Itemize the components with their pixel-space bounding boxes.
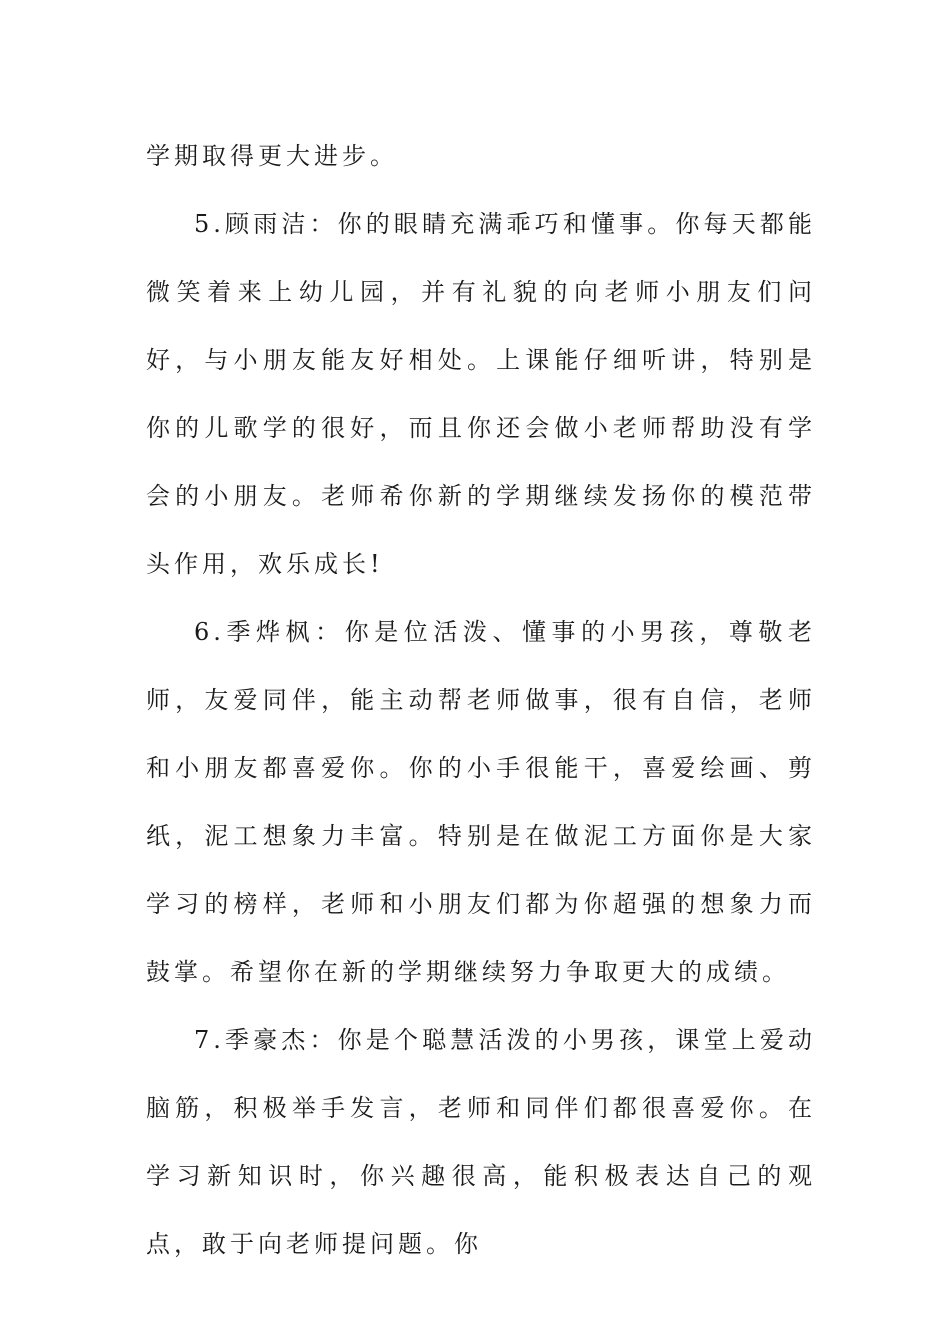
paragraph-continuation: 学期取得更大进步。	[146, 142, 398, 170]
paragraph-comment-5: 5.顾雨洁：你的眼睛充满乖巧和懂事。你每天都能微笑着来上幼儿园，并有礼貌的向老师小朋友们问好，与小朋友能友好相处。上课能仔细听讲，特别是你的儿歌学的很好，而且你还会做小老师帮助没有学会的小朋友。老师希你新的学期继续发扬你的模范带头作用，欢乐成长!	[146, 210, 816, 578]
paragraph-comment-7: 7.季豪杰：你是个聪慧活泼的小男孩，课堂上爱动脑筋，积极举手发言，老师和同伴们都很喜爱你。在学习新知识时，你兴趣很高，能积极表达自己的观点，敢于向老师提问题。你	[146, 1026, 816, 1258]
paragraph-comment-6: 6.季烨枫：你是位活泼、懂事的小男孩，尊敬老师，友爱同伴，能主动帮老师做事，很有自信，老师和小朋友都喜爱你。你的小手很能干，喜爱绘画、剪纸，泥工想象力丰富。特别是在做泥工方面你是大家学习的榜样，老师和小朋友们都为你超强的想象力而鼓掌。希望你在新的学期继续努力争取更大的成绩。	[146, 618, 816, 986]
document-body	[146, 122, 816, 1278]
